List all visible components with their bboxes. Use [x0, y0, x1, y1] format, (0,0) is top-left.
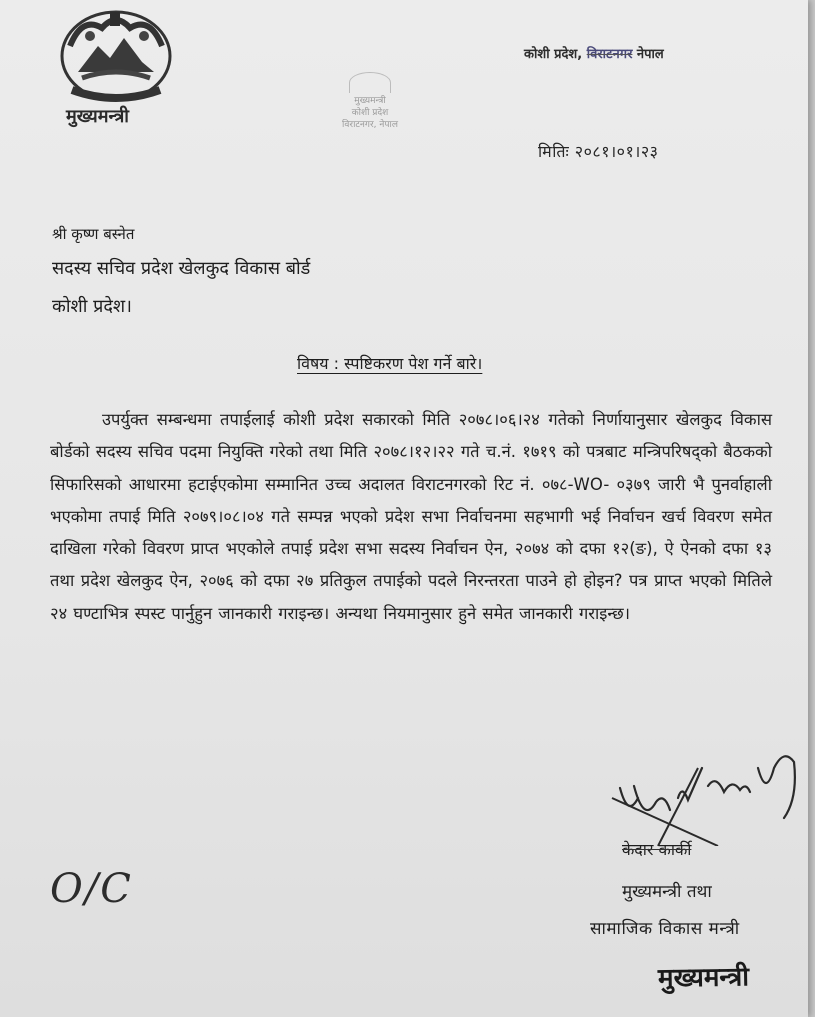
- stamp-line: विराटनगर, नेपाल: [342, 120, 398, 130]
- address-province: कोशी प्रदेश,: [524, 47, 583, 62]
- handwritten-note: [36, 860, 136, 920]
- recipient-name: श्री कृष्ण बस्नेत: [52, 225, 135, 243]
- office-title: मुख्यमन्त्री: [66, 106, 129, 127]
- handwritten-note-text: O/C: [50, 866, 133, 912]
- letter-subject: विषय : स्पष्टिकरण पेश गर्ने बारे।: [297, 354, 483, 373]
- recipient-province: कोशी प्रदेश।: [52, 296, 132, 317]
- letter-body: [50, 404, 772, 630]
- stamp-line: मुख्यमन्त्री: [354, 96, 386, 106]
- stamp-line: कोशी प्रदेश: [351, 108, 389, 118]
- signatory-name: केदार कार्की: [622, 840, 692, 859]
- signature-stamp: मुख्यमन्त्री: [657, 962, 750, 994]
- recipient-designation: सदस्य सचिव प्रदेश खेलकुद विकास बोर्ड: [52, 258, 311, 279]
- address-city: विराटनगर: [586, 47, 633, 62]
- official-stamp: [325, 72, 415, 164]
- address-country: नेपाल: [636, 47, 664, 62]
- letter-date: मितिः २०८१।०१।२३: [538, 142, 659, 161]
- handwritten-signature: [598, 728, 808, 846]
- signatory-title-line1: मुख्यमन्त्री तथा: [622, 882, 712, 902]
- nepal-emblem-icon: [52, 6, 180, 106]
- office-address: [524, 44, 664, 62]
- body-paragraph: उपर्युक्त सम्बन्धमा तपाईलाई कोशी प्रदेश सकारको मिति २०७८।०६।२४ गतेको निर्णायानुसार खेलकुद विकास बोर्डको सदस्य सचिव पदमा नियुक्ति गरेको तथा मिति २०७८।१२।२२ गते च.नं. १७१९ को पत्रबाट मन्त्रिपरिषद्को बैठकको सिफारिसको आधारमा हटाईएकोमा सम्मानित उच्च अदालत विराटनगरको रिट नं. ०७८-WO- ०३७९ जारी भै पुनर्वाहाली भएकोमा तपाई मिति २०७९।०८।०४ गते सम्पन्न भएको प्रदेश सभा निर्वाचनमा सहभागी भई निर्वाचन खर्च विवरण समेत दाखिला गरेको विवरण प्राप्त भएकोले तपाई प्रदेश सभा सदस्य निर्वाचन ऐन, २०७४ को दफा १२(ङ), ऐ ऐनको दफा १३ तथा प्रदेश खेलकुद ऐन, २०७६ को दफा २७ प्रतिकुल तपाईको पदले निरन्तरता पाउने हो होइन? पत्र प्राप्त भएको मितिले २४ घण्टाभित्र स्पस्ट पार्नुहुन जानकारी गराइन्छ। अन्यथा नियमानुसार हुने समेत जानकारी गराइन्छ।: [50, 410, 772, 623]
- signatory-title-line2: सामाजिक विकास मन्त्री: [590, 919, 740, 939]
- recipient-block: [52, 224, 310, 318]
